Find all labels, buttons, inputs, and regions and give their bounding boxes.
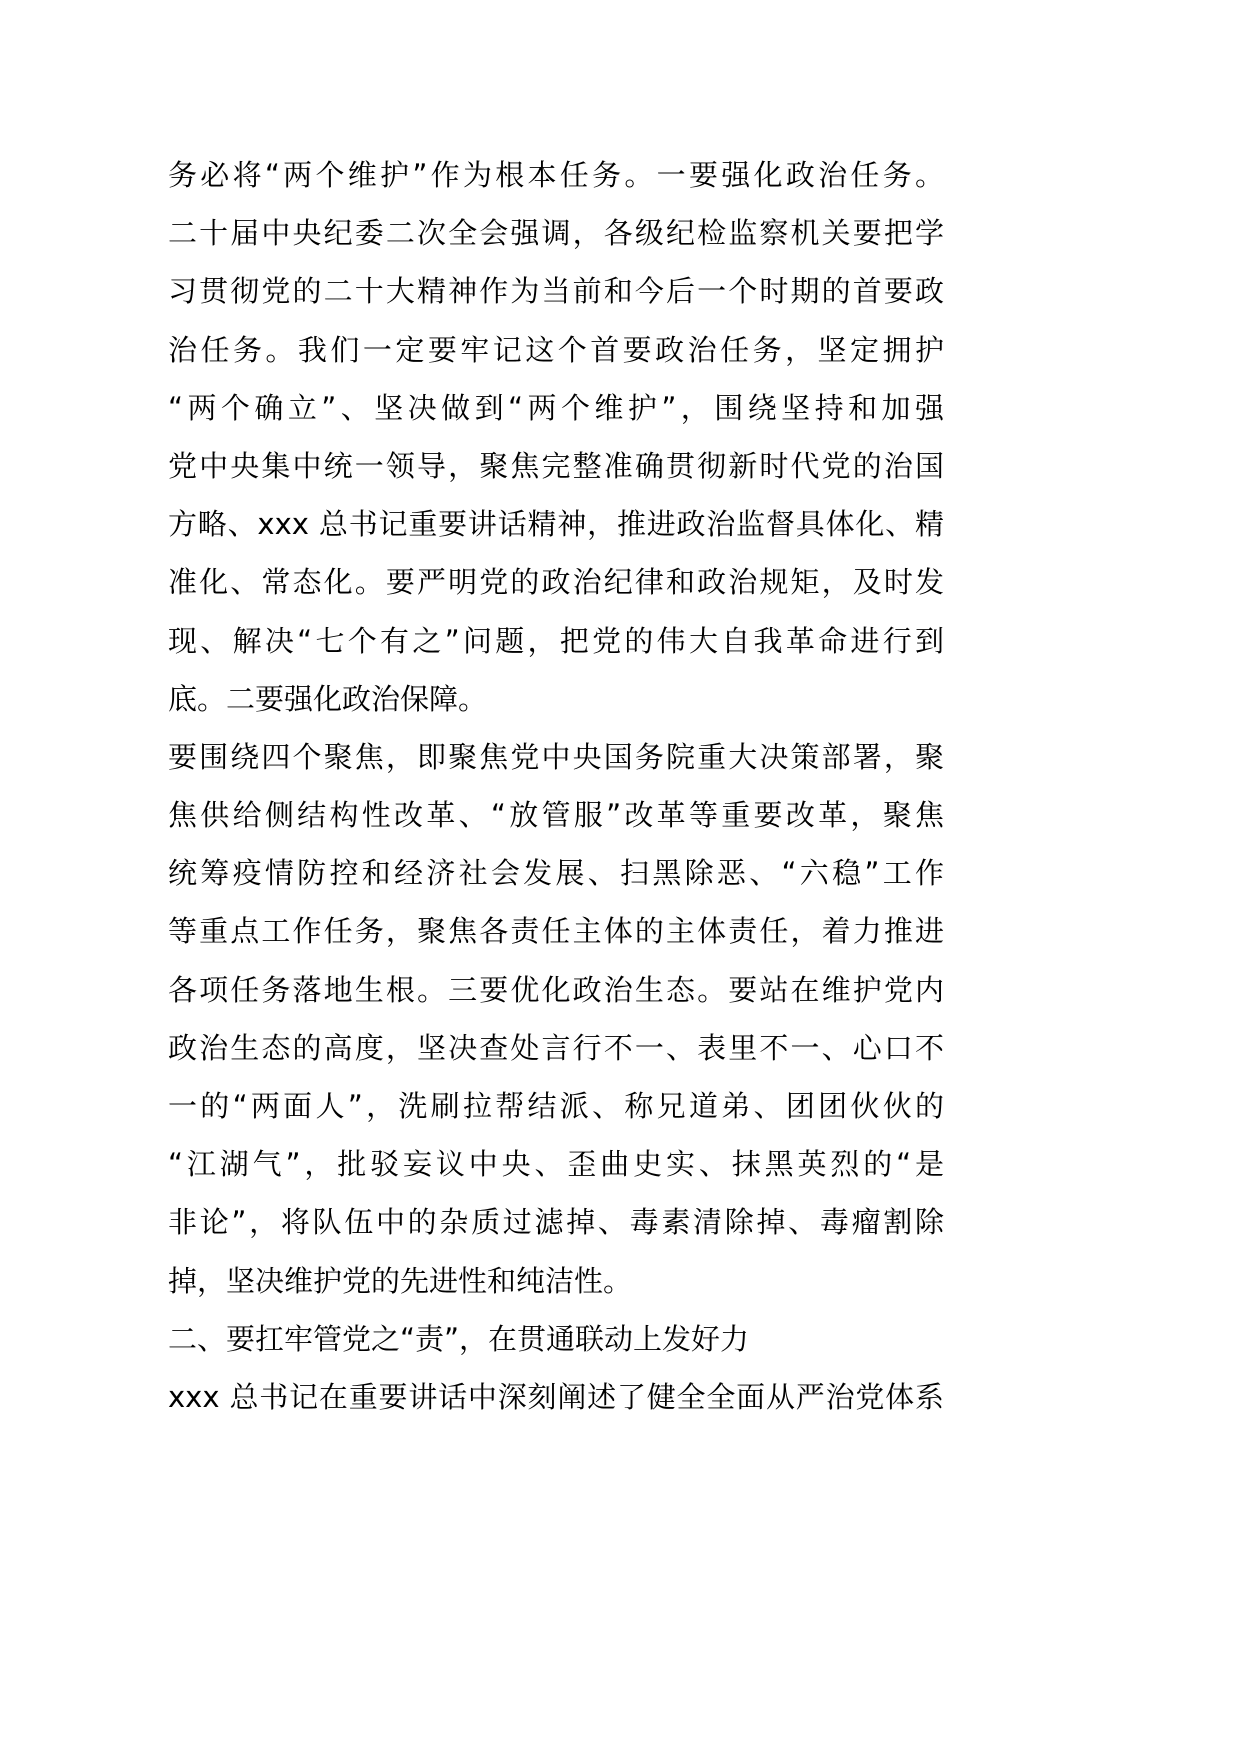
text-line: xxx 总书记在重要讲话中深刻阐述了健全全面从严治党体系 xyxy=(168,1379,944,1414)
text-line: 务必将“两个维护”作为根本任务。一要强化政治任务。 xyxy=(168,158,944,192)
text-line: 党中央集中统一领导，聚焦完整准确贯彻新时代党的治国 xyxy=(168,448,944,483)
text-line: “两个确立”、坚决做到“两个维护”，围绕坚持和加强 xyxy=(168,390,944,425)
text-line: 各项任务落地生根。三要优化政治生态。要站在维护党内 xyxy=(168,972,944,1007)
text-line: 方略、xxx 总书记重要讲话精神，推进政治监督具体化、精 xyxy=(168,507,944,542)
text-line: 统筹疫情防控和经济社会发展、扫黑除恶、“六稳”工作 xyxy=(168,856,944,891)
paragraph-end-line: 掉，坚决维护党的先进性和纯洁性。 xyxy=(168,1263,633,1298)
text-line: “江湖气”，批驳妄议中央、歪曲史实、抹黑英烈的“是 xyxy=(168,1147,944,1182)
text-line: 二十届中央纪委二次全会强调，各级纪检监察机关要把学 xyxy=(168,216,944,251)
text-line: 等重点工作任务，聚焦各责任主体的主体责任，着力推进 xyxy=(168,914,944,949)
text-line: 准化、常态化。要严明党的政治纪律和政治规矩，及时发 xyxy=(168,565,944,600)
text-line: 非论”，将队伍中的杂质过滤掉、毒素清除掉、毒瘤割除 xyxy=(168,1205,944,1240)
document-body xyxy=(168,146,944,1426)
text-line: 一的“两面人”，洗刷拉帮结派、称兄道弟、团团伙伙的 xyxy=(168,1089,944,1123)
text-line: 焦供给侧结构性改革、“放管服”改革等重要改革，聚焦 xyxy=(168,798,944,833)
text-line: 现、解决“七个有之”问题，把党的伟大自我革命进行到 xyxy=(168,623,944,658)
section-heading: 二、要扛牢管党之“责”，在贯通联动上发好力 xyxy=(168,1321,750,1356)
text-line: 治任务。我们一定要牢记这个首要政治任务，坚定拥护 xyxy=(168,332,944,367)
text-line: 政治生态的高度，坚决查处言行不一、表里不一、心口不 xyxy=(168,1030,944,1065)
text-line: 习贯彻党的二十大精神作为当前和今后一个时期的首要政 xyxy=(168,274,944,309)
paragraph-end-line: 底。二要强化政治保障。 xyxy=(168,681,488,716)
text-line: 要围绕四个聚焦，即聚焦党中央国务院重大决策部署，聚 xyxy=(168,739,944,774)
